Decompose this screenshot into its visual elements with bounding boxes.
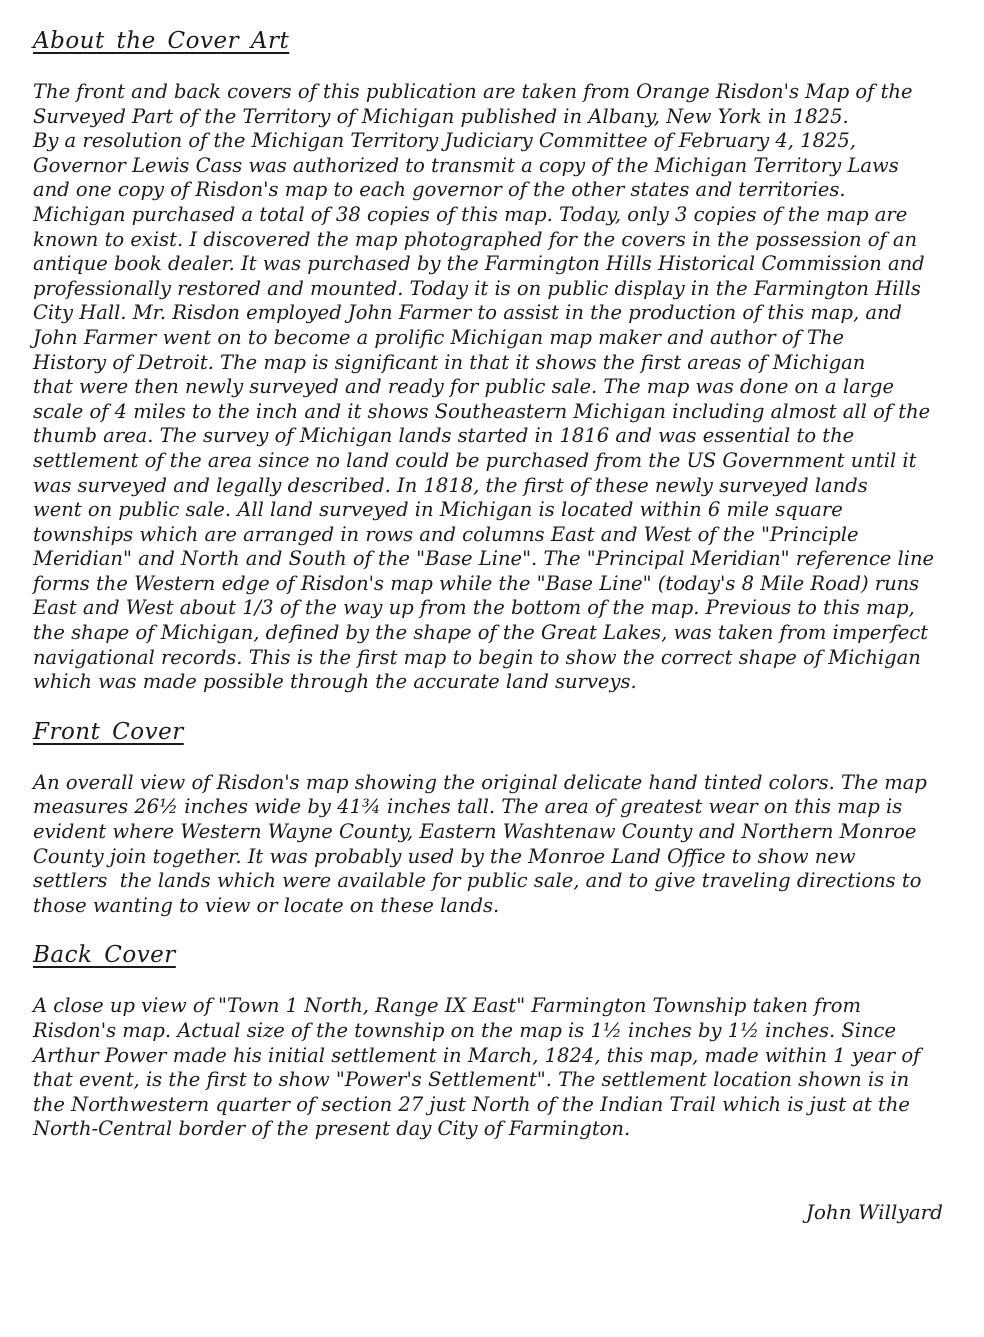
paragraph-line: Meridian" and North and South of the "Base Line". The "Principal Meridian" reference line (33, 547, 935, 571)
paragraph-line: those wanting to view or locate on these lands. (33, 893, 500, 917)
paragraph-line: measures 26½ inches wide by 41¾ inches tall. The area of greatest wear on this map is (33, 795, 903, 819)
paragraph-line: that event, is the first to show "Power's Settlement". The settlement location shown is in (33, 1068, 910, 1092)
paragraph-line: Arthur Power made his initial settlement in March, 1824, this map, made within 1 year of (33, 1043, 921, 1067)
section-heading-front-row (33, 717, 960, 747)
paragraph-line: A close up view of "Town 1 North, Range IX East" Farmington Township taken from (33, 994, 861, 1018)
paragraph-line: was surveyed and legally described. In 1818, the first of these newly surveyed lands (33, 473, 868, 497)
paragraph-line: John Farmer went on to become a prolific Michigan map maker and author of The (33, 325, 845, 349)
paragraph-line: The front and back covers of this publication are taken from Orange Risdon's Map of the (33, 80, 913, 103)
paragraph-line: An overall view of Risdon's map showing the original delicate hand tinted colors. The map (33, 770, 927, 794)
paragraph-back-cover (33, 994, 960, 1142)
paragraph-line: settlement of the area since no land could be purchased from the US Government until it (33, 448, 917, 472)
spacer (33, 918, 960, 940)
paragraph-line: Michigan purchased a total of 38 copies of this map. Today, only 3 copies of the map are (33, 202, 908, 226)
paragraph-line: Surveyed Part of the Territory of Michigan published in Albany, New York in 1825. (33, 104, 849, 128)
paragraph-line: and one copy of Risdon's map to each governor of the other states and territories. (33, 178, 846, 202)
section-heading-back: Back Cover (33, 942, 176, 969)
paragraph-line: History of Detroit. The map is significant in that it shows the first areas of Michigan (33, 350, 866, 374)
paragraph-line: By a resolution of the Michigan Territory Judiciary Committee of February 4, 1825, (33, 129, 856, 153)
paragraph-line: forms the Western edge of Risdon's map while the "Base Line" (today's 8 Mile Road) runs (33, 571, 920, 595)
spacer (33, 695, 960, 717)
paragraph-line: known to exist. I discovered the map photographed for the covers in the possession of an (33, 227, 918, 251)
paragraph-line: North-Central border of the present day City of Farmington. (33, 1117, 631, 1141)
paragraph-line: went on public sale. All land surveyed in Michigan is located within 6 mile square (33, 498, 843, 522)
paragraph-about (33, 80, 960, 695)
paragraph-front-cover (33, 771, 960, 919)
paragraph-line: City Hall. Mr. Risdon employed John Farmer to assist in the production of this map, and (33, 301, 903, 325)
signature: John Willyard (805, 1199, 943, 1224)
paragraph-line: antique book dealer. It was purchased by the Farmington Hills Historical Commission and (33, 252, 925, 276)
section-heading-front: Front Cover (33, 718, 184, 745)
paragraph-line: townships which are arranged in rows and columns East and West of the "Principle (33, 522, 859, 546)
section-heading-back-row (33, 940, 960, 970)
paragraph-line: thumb area. The survey of Michigan lands started in 1816 and was essential to the (33, 424, 855, 448)
paragraph-line: which was made possible through the accurate land surveys. (33, 670, 637, 694)
paragraph-line: settlers the lands which were available for public sale, and to give traveling directions to (33, 869, 922, 893)
paragraph-line: scale of 4 miles to the inch and it shows Southeastern Michigan including almost all of the (33, 399, 931, 423)
paragraph-line: the Northwestern quarter of section 27 just North of the Indian Trail which is just at the (33, 1092, 910, 1116)
paragraph-line: County join together. It was probably used by the Monroe Land Office to show new (33, 844, 856, 868)
paragraph-line: the shape of Michigan, defined by the shape of the Great Lakes, was taken from imperfect (33, 621, 929, 645)
paragraph-line: navigational records. This is the first map to begin to show the correct shape of Michigan (33, 645, 921, 669)
paragraph-line: Governor Lewis Cass was authorized to transmit a copy of the Michigan Territory Laws (33, 153, 899, 177)
paragraph-line: evident where Western Wayne County, Eastern Washtenaw County and Northern Monroe (33, 820, 917, 844)
section-heading-about: About the Cover Art (33, 28, 290, 54)
section-heading-about-row (33, 26, 960, 56)
paragraph-line: that were then newly surveyed and ready for public sale. The map was done on a large (33, 375, 895, 399)
paragraph-line: professionally restored and mounted. Today it is on public display in the Farmington Hills (33, 276, 921, 300)
paragraph-line: Risdon's map. Actual size of the township on the map is 1½ inches by 1½ inches. Since (33, 1019, 897, 1042)
paragraph-line: East and West about 1/3 of the way up from the bottom of the map. Previous to this map, (33, 596, 915, 620)
